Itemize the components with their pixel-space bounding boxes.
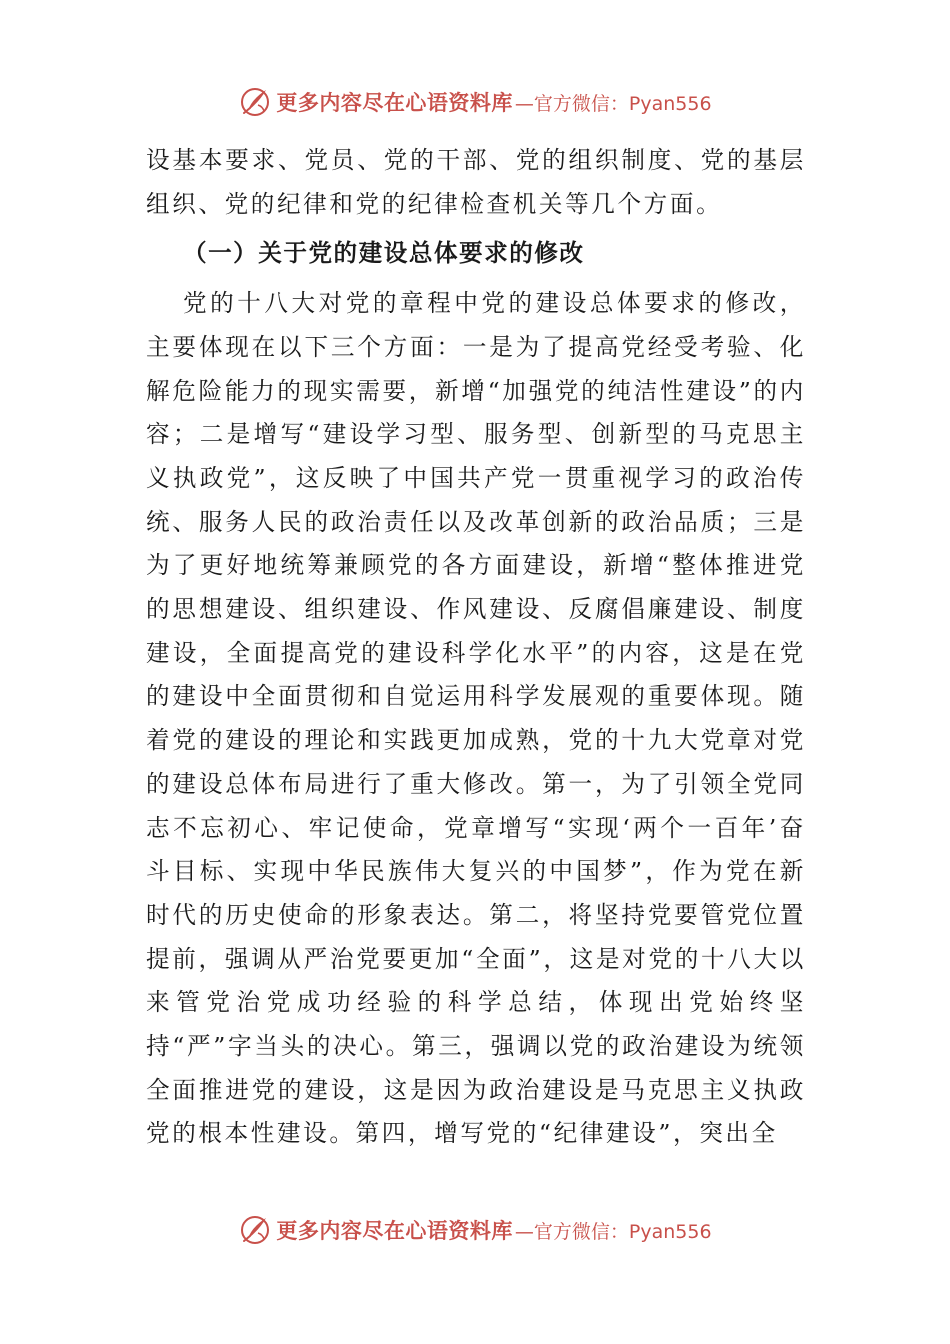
header-watermark-banner	[0, 82, 950, 122]
quill-logo-icon	[238, 1213, 272, 1247]
paragraph-continued: 设基本要求、党员、党的干部、党的组织制度、党的基层组织、党的纪律和党的纪律检查机关等几个方面。	[146, 146, 806, 218]
watermark-wechat-text: —官方微信：Pyan556	[514, 92, 712, 115]
footer-watermark-banner	[0, 1210, 950, 1250]
watermark-brand-text: 更多内容尽在心语资料库	[276, 90, 513, 115]
watermark-brand-text: 更多内容尽在心语资料库	[276, 1218, 513, 1243]
watermark-wechat-text: —官方微信：Pyan556	[514, 1220, 712, 1243]
quill-logo-icon	[238, 85, 272, 119]
paragraph-main: 党的十八大对党的章程中党的建设总体要求的修改，主要体现在以下三个方面：一是为了提高党经受考验、化解危险能力的现实需要，新增“加强党的纯洁性建设”的内容；二是增写“建设学习型、服务型、创新型的马克思主义执政党”，这反映了中国共产党一贯重视学习的政治传统、服务人民的政治责任以及改革创新的政治品质；三是为了更好地统筹兼顾党的各方面建设，新增“整体推进党的思想建设、组织建设、作风建设、反腐倡廉建设、制度建设，全面提高党的建设科学化水平”的内容，这是在党的建设中全面贯彻和自觉运用科学发展观的重要体现。随着党的建设的理论和实践更加成熟，党的十九大党章对党的建设总体布局进行了重大修改。第一，为了引领全党同志不忘初心、牢记使命，党章增写“实现‘两个一百年’奋斗目标、实现中华民族伟大复兴的中国梦”，作为党在新时代的历史使命的形象表达。第二，将坚持党要管党位置提前，强调从严治党要更加“全面”，这是对党的十八大以来管党治党成功经验的科学总结，体现出党始终坚持“严”字当头的决心。第三，强调以党的政治建设为统领全面推进党的建设，这是因为政治建设是马克思主义执政党的根本性建设。第四，增写党的“纪律建设”，突出全	[146, 289, 806, 1148]
section-heading: （一）关于党的建设总体要求的修改	[183, 239, 585, 268]
document-body	[146, 139, 806, 1156]
